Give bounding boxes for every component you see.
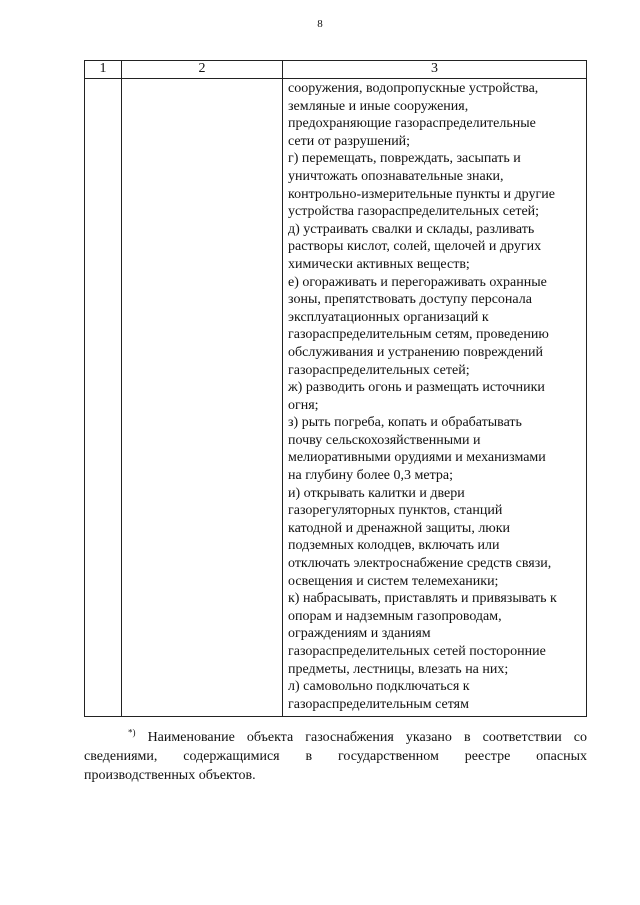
cell-text-line: земляные и иные сооружения,	[288, 98, 469, 114]
cell-text-line: отключать электроснабжение средств связи,	[288, 556, 552, 572]
cell-text-line: на глубину более 0,3 метра;	[288, 468, 453, 484]
cell-text-line: газорегуляторных пунктов, станций	[288, 503, 503, 519]
table-cell-col2	[122, 79, 283, 717]
cell-text-line: л) самовольно подключаться к	[288, 679, 470, 695]
footnote-text: Наименование объекта газоснабжения указано в соответствии со	[147, 730, 587, 745]
cell-text-line: эксплуатационных организаций к	[288, 309, 489, 325]
cell-text-line: сети от разрушений;	[288, 133, 411, 149]
footnote-line	[84, 728, 587, 747]
cell-text-line: ограждениям и зданиям	[288, 626, 431, 642]
cell-text-line: уничтожать опознавательные знаки,	[288, 168, 504, 184]
column-header-1: 1	[85, 61, 122, 79]
table-cell-col3	[283, 79, 587, 717]
cell-text-line: газораспределительных сетей посторонние	[288, 644, 546, 659]
cell-text-line: е) огораживать и перегораживать охранные	[288, 274, 547, 290]
cell-text-line: газораспределительным сетям, проведению	[288, 327, 549, 343]
cell-text-line: огня;	[288, 397, 319, 413]
footnote-line: производственных объектов.	[84, 768, 256, 783]
cell-text-line: растворы кислот, солей, щелочей и других	[288, 239, 542, 255]
cell-text-line: сооружения, водопропускные устройства,	[288, 81, 539, 96]
cell-text-line: ж) разводить огонь и размещать источники	[288, 380, 545, 396]
cell-text-line: обслуживания и устранению повреждений	[288, 344, 544, 360]
cell-text-line: опорам и надземным газопроводам,	[288, 608, 502, 624]
cell-text-line: почву сельскохозяйственными и	[288, 432, 481, 448]
cell-text-line: з) рыть погреба, копать и обрабатывать	[288, 415, 522, 431]
cell-text-line: к) набрасывать, приставлять и привязывать к	[288, 591, 557, 607]
footnote-line: сведениями, содержащимися в государственном реестре опасных	[84, 749, 587, 764]
table-header-row	[85, 61, 587, 79]
cell-text-line: контрольно-измерительные пункты и другие	[288, 186, 555, 202]
cell-text-line: д) устраивать свалки и склады, разливать	[288, 221, 535, 237]
footnote	[84, 728, 587, 785]
cell-text-line: подземных колодцев, включать или	[288, 538, 500, 554]
cell-text-line: химически активных веществ;	[288, 256, 470, 272]
cell-text-line: зоны, препятствовать доступу персонала	[288, 292, 532, 308]
cell-text-line: предохраняющие газораспределительные	[288, 116, 536, 132]
page-number: 8	[317, 18, 323, 30]
cell-text-line: предметы, лестницы, влезать на них;	[288, 661, 509, 677]
cell-text-line: газораспределительных сетей;	[288, 362, 470, 378]
column-header-3: 3	[283, 61, 587, 79]
cell-text-line: устройства газораспределительных сетей;	[288, 204, 540, 220]
cell-text-line: мелиоративными орудиями и механизмами	[288, 450, 546, 466]
cell-text-line: освещения и систем телемеханики;	[288, 573, 499, 589]
cell-text-line: и) открывать калитки и двери	[288, 485, 465, 501]
cell-text-line: газораспределительным сетям	[288, 696, 469, 712]
table-row	[85, 79, 587, 717]
footnote-marker: *)	[128, 727, 136, 738]
document-table	[84, 60, 587, 717]
table-cell-col1	[85, 79, 122, 717]
column-header-2: 2	[122, 61, 283, 79]
cell-text-line: катодной и дренажной защиты, люки	[288, 520, 511, 536]
cell-text-line: г) перемещать, повреждать, засыпать и	[288, 151, 521, 167]
